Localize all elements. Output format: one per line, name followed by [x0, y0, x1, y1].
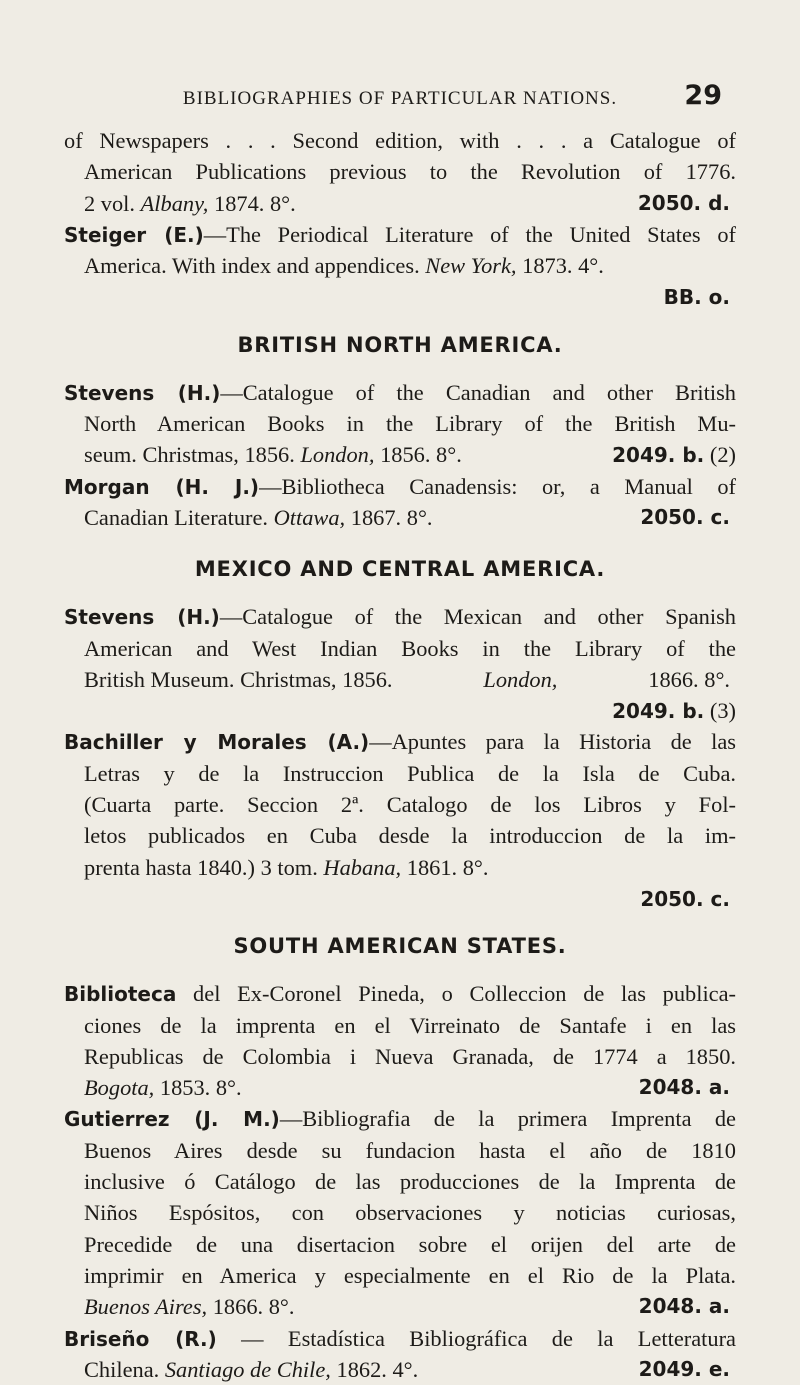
imprint-place: Bogota, — [84, 1075, 155, 1101]
shelfmark: 2050. c. — [640, 504, 730, 529]
text-line: America. With index and appendices. New York, 1873. 4°. — [84, 253, 604, 279]
text-line — [64, 883, 736, 914]
text-line: American Publications previous to the Revolution of 1776. — [84, 159, 736, 185]
author-name: Morgan (H. J.) — [64, 474, 260, 499]
text-line: inclusive ó Catálogo de las producciones de la Imprenta de — [84, 1169, 736, 1195]
text-line: ciones de la imprenta en el Virreinato de Santafe i en las — [84, 1012, 736, 1038]
imprint-place: New York, — [425, 253, 517, 279]
text-line: Republicas de Colombia i Nueva Granada, de 1774 a 1850. — [84, 1043, 736, 1069]
running-title: BIBLIOGRAPHIES OF PARTICULAR NATIONS. — [182, 88, 618, 109]
imprint-place: London, — [300, 442, 375, 468]
imprint-place: Santiago de Chile, — [164, 1356, 331, 1382]
running-header — [0, 80, 800, 116]
entry-stevens-british: Stevens (H.)—Catalogue of the Canadian and other British — [64, 379, 736, 405]
shelfmark: BB. o. — [663, 285, 730, 310]
imprint-place: Albany, — [140, 190, 209, 216]
section-heading-british-north-america: BRITISH NORTH AMERICA. — [237, 332, 563, 357]
text-line: Canadian Literature. Ottawa, 1867. 8°. 2050. c. — [64, 502, 736, 533]
author-name: Bachiller y Morales (A.) — [64, 730, 370, 755]
shelfmark: 2049. e. — [638, 1356, 730, 1381]
text-line: seum. Christmas, 1856. London, 1856. 8°. 2049. b. (2) — [84, 442, 736, 468]
shelfmark: 2050. c. — [640, 886, 730, 911]
author-name: Biblioteca — [64, 982, 177, 1007]
text-line: prenta hasta 1840.) 3 tom. Habana, 1861. 8°. — [84, 854, 489, 880]
page-number: 29 — [684, 80, 722, 111]
text-line: letos publicados en Cuba desde la introduccion de la im- — [84, 823, 736, 849]
text-line: 2049. b. (3) — [612, 698, 736, 724]
author-name: Steiger (E.) — [64, 222, 204, 247]
entry-steiger: Steiger (E.)—The Periodical Literature of the United States of — [64, 221, 736, 247]
text-line: American and West Indian Books in the Library of the — [84, 635, 736, 661]
imprint-place: Habana, — [323, 854, 402, 880]
shelfmark: 2049. b. — [612, 443, 705, 468]
author-name: Briseño (R.) — [64, 1326, 217, 1351]
text-line: Letras y de la Instruccion Publica de la Isla de Cuba. — [84, 760, 736, 786]
text-line: Niños Espósitos, con observaciones y noticias curiosas, — [84, 1200, 736, 1226]
text-line: 2 vol. Albany, 1874. 8°. 2050. d. — [64, 188, 736, 219]
shelfmark: 2048. a. — [638, 1075, 730, 1100]
imprint-place: London, — [483, 666, 558, 692]
text-line: Bogota, 1853. 8°. 2048. a. — [64, 1072, 736, 1103]
text-line: imprimir en America y especialmente en el Rio de la Plata. — [84, 1262, 736, 1288]
imprint-place: Ottawa, — [273, 504, 346, 530]
text-line — [64, 281, 736, 312]
author-name: Stevens (H.) — [64, 605, 220, 630]
text-line: British Museum. Christmas, 1856. London, 1866. 8°. — [64, 664, 736, 695]
text-line: (Cuarta parte. Seccion 2ª. Catalogo de los Libros y Fol- — [84, 792, 736, 818]
text-line: North American Books in the Library of the British Mu- — [84, 411, 736, 437]
text-line: Buenos Aires, 1866. 8°. 2048. a. — [64, 1291, 736, 1322]
section-heading-south-america: SOUTH AMERICAN STATES. — [233, 934, 567, 959]
text-line: of Newspapers . . . Second edition, with . . . a Catalogue of — [64, 128, 736, 153]
section-heading-mexico: MEXICO AND CENTRAL AMERICA. — [194, 557, 606, 582]
text-line: Chilena. Santiago de Chile, 1862. 4°. 2049. e. — [64, 1354, 736, 1385]
entry-stevens-mexico: Stevens (H.)—Catalogue of the Mexican and other Spanish — [64, 604, 736, 630]
author-name: Gutierrez (J. M.) — [64, 1107, 280, 1132]
imprint-place: Buenos Aires, — [84, 1294, 208, 1320]
text-line: Buenos Aires desde su fundacion hasta el año de 1810 — [84, 1137, 736, 1163]
entry-gutierrez: Gutierrez (J. M.)—Bibliografia de la primera Imprenta de — [64, 1106, 736, 1132]
entry-biblioteca: Biblioteca del Ex-Coronel Pineda, o Colleccion de las publica- — [64, 981, 736, 1007]
page-body — [64, 125, 736, 1385]
entry-bachiller: Bachiller y Morales (A.)—Apuntes para la Historia de las — [64, 729, 736, 755]
entry-morgan: Morgan (H. J.)—Bibliotheca Canadensis: or, a Manual of — [64, 473, 736, 499]
author-name: Stevens (H.) — [64, 380, 221, 405]
shelfmark: 2050. d. — [637, 190, 730, 215]
shelfmark: 2048. a. — [638, 1294, 730, 1319]
shelfmark: 2049. b. — [612, 699, 705, 724]
entry-briseno: Briseño (R.) — Estadística Bibliográfica de la Letteratura — [64, 1325, 736, 1351]
text-line: Precedide de una disertacion sobre el orijen del arte de — [84, 1231, 736, 1257]
